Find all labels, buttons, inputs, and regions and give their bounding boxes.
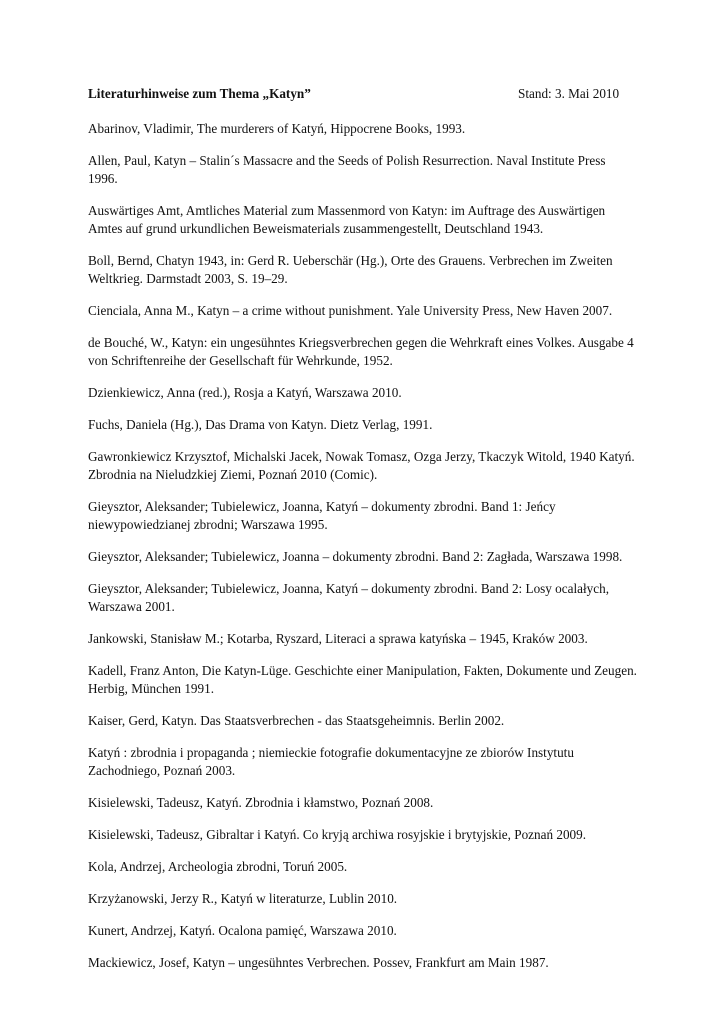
bibliography-entry: Kisielewski, Tadeusz, Gibraltar i Katyń. Co kryją archiwa rosyjskie i brytyjskie, Poznań 2009. <box>88 827 587 842</box>
bibliography-entry: Mackiewicz, Josef, Katyn – ungesühntes Verbrechen. Possev, Frankfurt am Main 1987. <box>88 955 549 970</box>
bibliography-entry: Kaiser, Gerd, Katyn. Das Staatsverbrechen - das Staatsgeheimnis. Berlin 2002. <box>88 713 505 728</box>
bibliography-entry: Krzyżanowski, Jerzy R., Katyń w literaturze, Lublin 2010. <box>88 891 398 906</box>
bibliography-entry: Kisielewski, Tadeusz, Katyń. Zbrodnia i kłamstwo, Poznań 2008. <box>88 795 434 810</box>
bibliography-entry: Auswärtiges Amt, Amtliches Material zum Massenmord von Katyn: im Auftrage des Auswärtigen Amtes auf grund urkundlichen Beweismaterials zusammengestellt, Deutschland 1943. <box>88 203 606 236</box>
document-title: Literaturhinweise zum Thema „Katyn” <box>88 86 311 101</box>
bibliography-entry: Jankowski, Stanisław M.; Kotarba, Ryszard, Literaci a sprawa katyńska – 1945, Kraków 2003. <box>88 631 588 646</box>
bibliography-entry: Gawronkiewicz Krzysztof, Michalski Jacek, Nowak Tomasz, Ozga Jerzy, Tkaczyk Witold, 1940 Katyń. Zbrodnia na Nieludzkiej Ziemi, Poznań 2010 (Comic). <box>88 449 635 482</box>
bibliography-entry: Kunert, Andrzej, Katyń. Ocalona pamięć, Warszawa 2010. <box>88 923 397 938</box>
bibliography-entry: Gieysztor, Aleksander; Tubielewicz, Joanna, Katyń – dokumenty zbrodni. Band 1: Jeńcy niewypowiedzianej zbrodni; Warszawa 1995. <box>88 499 556 532</box>
bibliography-entry: Gieysztor, Aleksander; Tubielewicz, Joanna, Katyń – dokumenty zbrodni. Band 2: Losy ocalałych, Warszawa 2001. <box>88 581 610 614</box>
bibliography-entry: Allen, Paul, Katyn – Stalin´s Massacre and the Seeds of Polish Resurrection. Naval Institute Press 1996. <box>88 153 606 186</box>
document-date: Stand: 3. Mai 2010 <box>518 86 620 101</box>
bibliography-entry: Gieysztor, Aleksander; Tubielewicz, Joanna – dokumenty zbrodni. Band 2: Zagłada, Warszawa 1998. <box>88 549 623 564</box>
document-header <box>88 86 638 106</box>
bibliography-entry: Kadell, Franz Anton, Die Katyn-Lüge. Geschichte einer Manipulation, Fakten, Dokumente und Zeugen. Herbig, München 1991. <box>88 663 637 696</box>
bibliography-entry: Kola, Andrzej, Archeologia zbrodni, Toruń 2005. <box>88 859 348 874</box>
bibliography-entry: Katyń : zbrodnia i propaganda ; niemieckie fotografie dokumentacyjne ze zbiorów Instytutu Zachodniego, Poznań 2003. <box>88 745 574 778</box>
bibliography-entry: de Bouché, W., Katyn: ein ungesühntes Kriegsverbrechen gegen die Wehrkraft eines Volkes. Ausgabe 4 von Schriftenreihe der Gesellschaft für Wehrkunde, 1952. <box>88 335 634 368</box>
bibliography-entry: Boll, Bernd, Chatyn 1943, in: Gerd R. Ueberschär (Hg.), Orte des Grauens. Verbrechen im Zweiten Weltkrieg. Darmstadt 2003, S. 19–29. <box>88 253 613 286</box>
bibliography-entry: Abarinov, Vladimir, The murderers of Katyń, Hippocrene Books, 1993. <box>88 121 466 136</box>
bibliography-list <box>88 120 638 972</box>
bibliography-entry: Cienciala, Anna M., Katyn – a crime without punishment. Yale University Press, New Haven 2007. <box>88 303 613 318</box>
document-page <box>88 86 638 986</box>
bibliography-entry: Fuchs, Daniela (Hg.), Das Drama von Katyn. Dietz Verlag, 1991. <box>88 417 433 432</box>
bibliography-entry: Dzienkiewicz, Anna (red.), Rosja a Katyń, Warszawa 2010. <box>88 385 402 400</box>
